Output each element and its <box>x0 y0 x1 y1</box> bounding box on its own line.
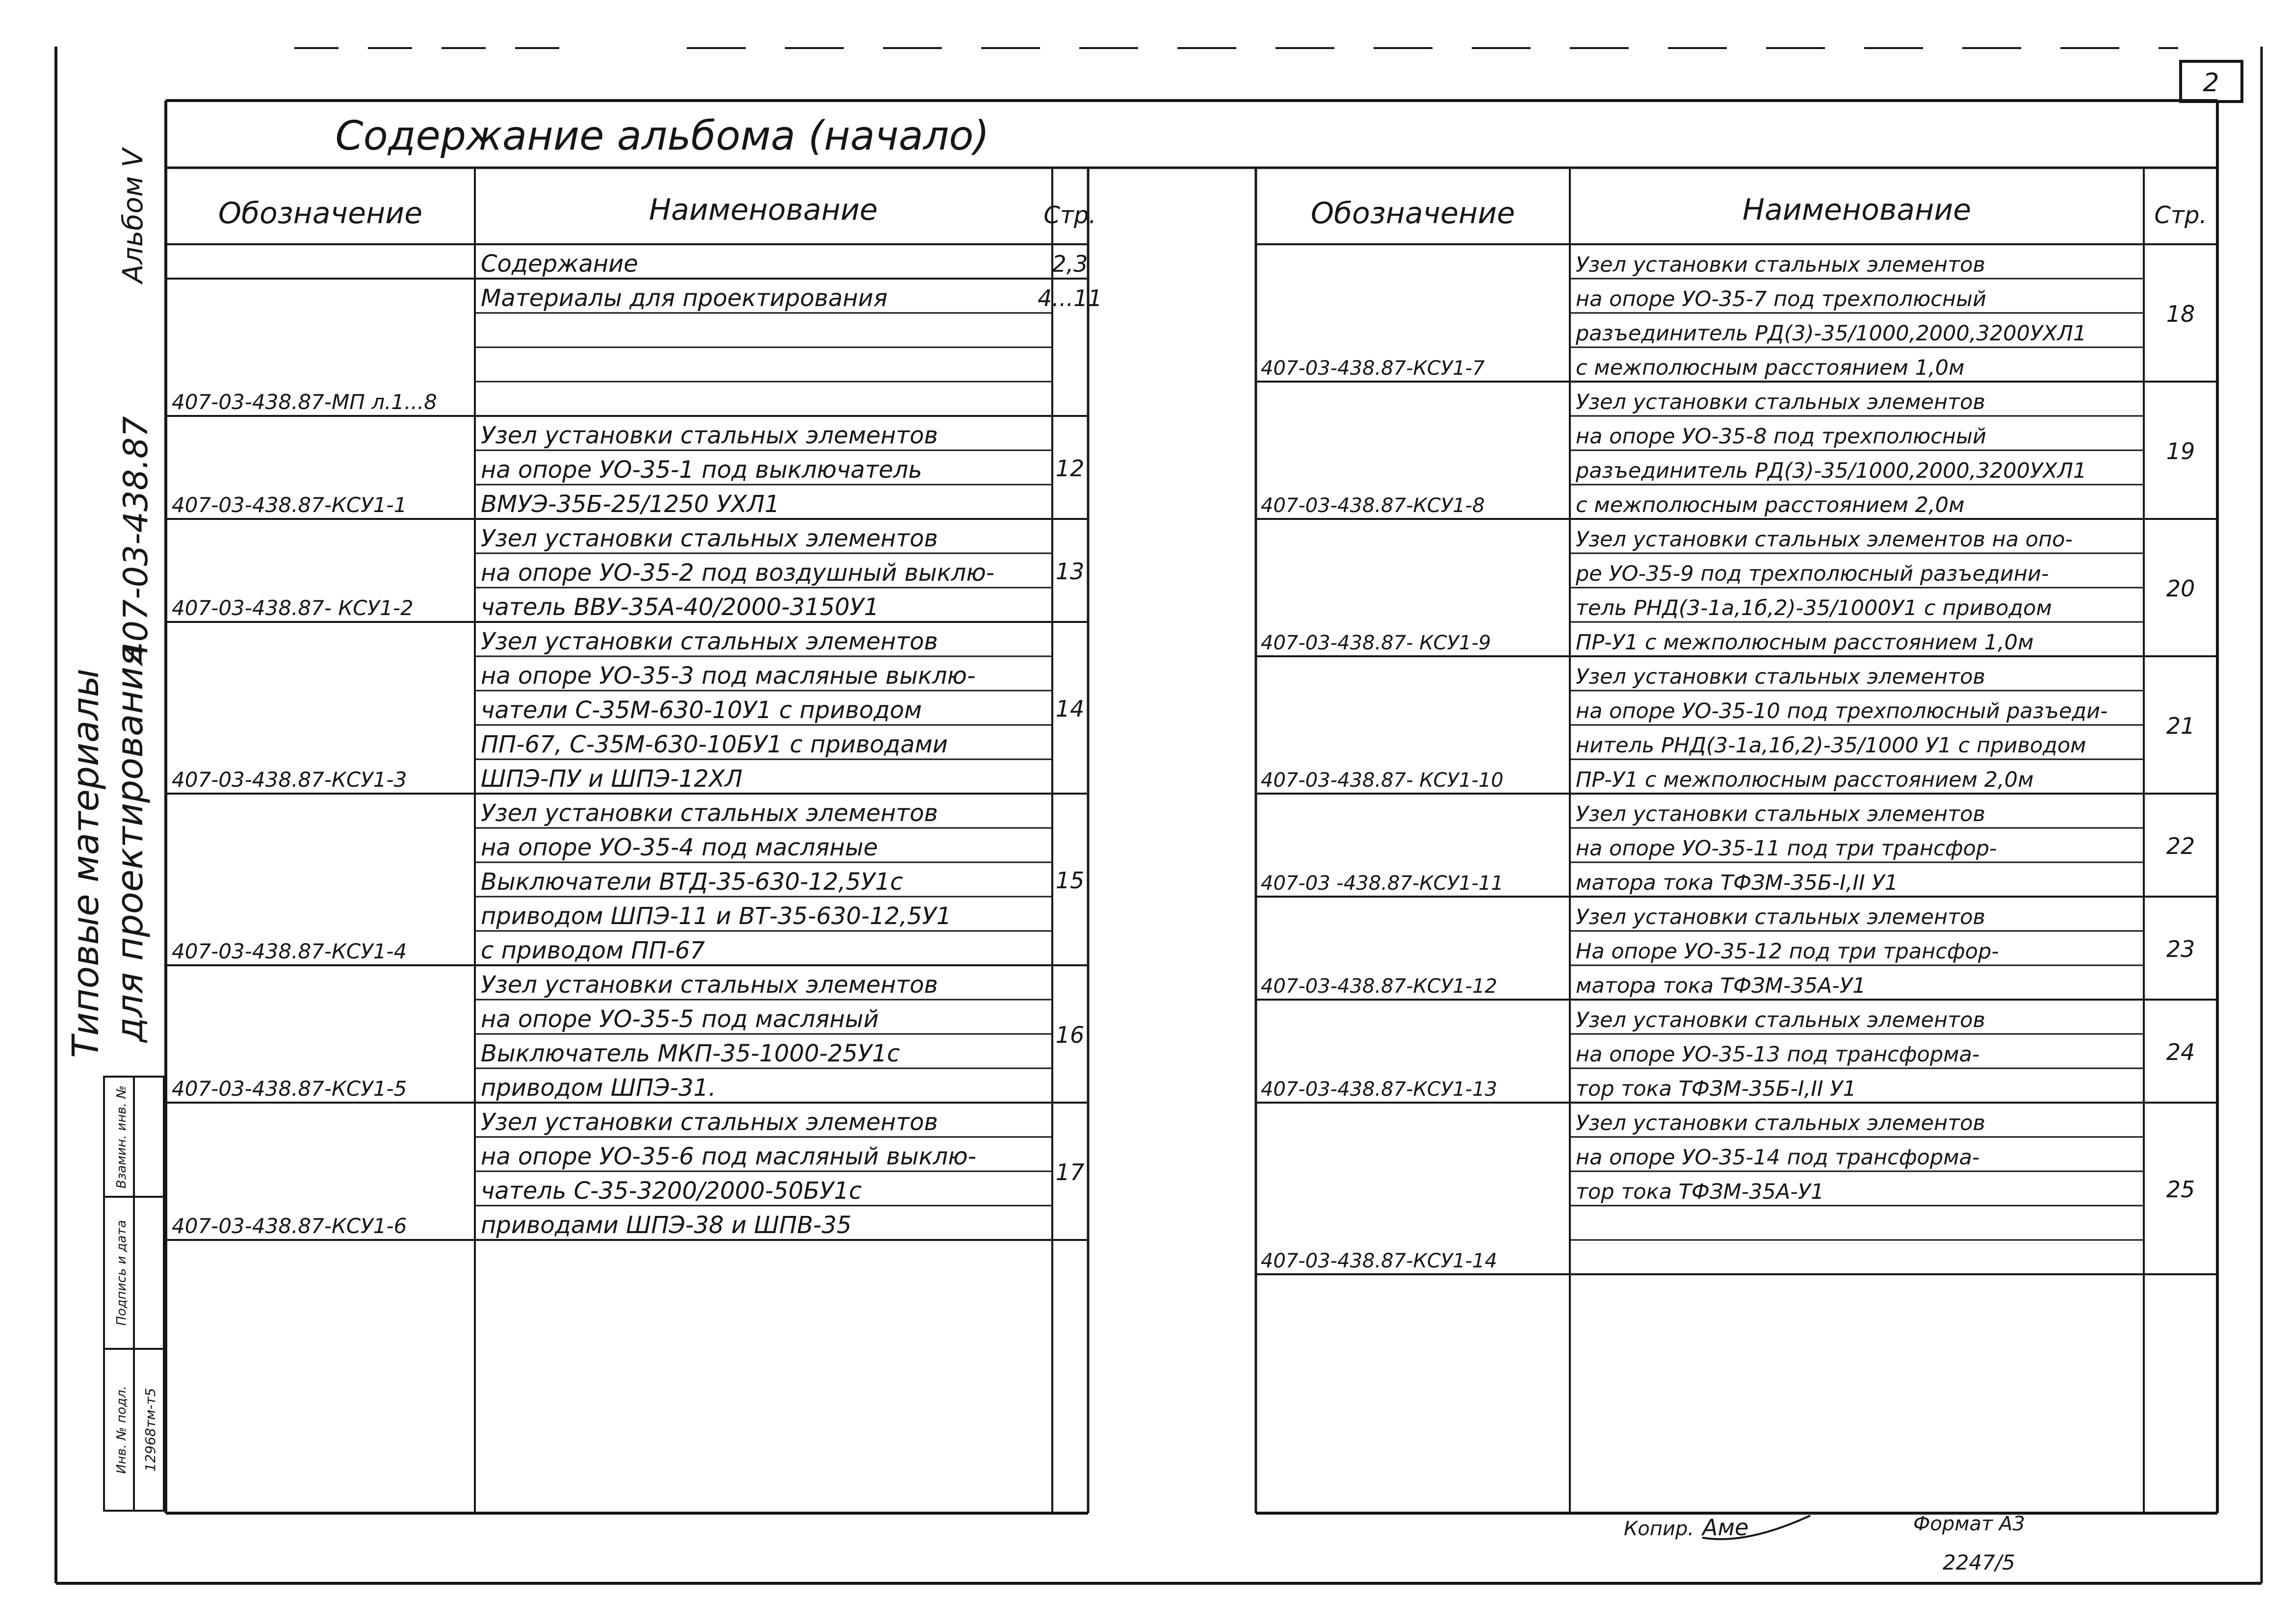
item-name-line: ПП-67, С-35М-630-10БУ1 с приводами <box>481 731 948 758</box>
item-name-line: с межполюсным расстоянием 1,0м <box>1576 356 1965 380</box>
item-page: 22 <box>2166 833 2195 859</box>
item-name-line: Узел установки стальных элементов <box>481 628 938 655</box>
series-title-line-2: для проектирования <box>109 644 151 1043</box>
item-page: 21 <box>2166 713 2195 739</box>
item-name-line: На опоре УО-35-12 под три трансфор- <box>1576 939 1999 964</box>
contents-table-left <box>166 168 1102 1513</box>
left-table-row <box>166 799 1088 965</box>
item-name-line: на опоре УО-35-1 под выключатель <box>481 456 922 484</box>
right-table-row <box>1256 253 2217 382</box>
item-name-line: на опоре УО-35-10 под трехполюсный разъеди- <box>1576 699 2108 723</box>
item-page: 14 <box>1055 696 1085 722</box>
item-page: 4...11 <box>1038 285 1102 311</box>
item-page: 13 <box>1055 558 1085 585</box>
album-label: Альбом V <box>117 148 149 284</box>
item-page: 25 <box>2166 1176 2195 1203</box>
right-table-row <box>1256 390 2217 519</box>
item-name-line: Узел установки стальных элементов <box>1576 665 1985 689</box>
item-name-line: на опоре УО-35-3 под масляные выклю- <box>481 662 976 690</box>
left-table-row <box>166 422 1088 519</box>
left-header-page: Стр. <box>1043 202 1096 229</box>
item-page: 2,3 <box>1052 251 1088 277</box>
item-name-line: тель РНД(3-1а,1б,2)-35/1000У1 с приводом <box>1576 596 2052 620</box>
item-name-line: приводом ШПЭ-31. <box>481 1074 716 1102</box>
item-designation: 407-03-438.87-КСУ1-4 <box>172 939 407 963</box>
contents-table-right <box>1256 168 2217 1513</box>
item-name-line: Материалы для проектирования <box>481 284 888 312</box>
item-page: 24 <box>2166 1039 2195 1065</box>
series-title-line-1: Типовые материалы <box>65 669 107 1058</box>
item-designation: 407-03-438.87-МП л.1...8 <box>172 390 437 414</box>
item-designation: 407-03-438.87-КСУ1-13 <box>1261 1078 1497 1101</box>
item-name-line: чатель С-35-3200/2000-50БУ1с <box>481 1177 862 1205</box>
item-name-line: с приводом ПП-67 <box>481 937 705 964</box>
item-name-line: Узел установки стальных элементов <box>1576 1008 1985 1032</box>
item-page: 20 <box>2166 575 2195 602</box>
item-name-line: матора тока ТФЗМ-35А-У1 <box>1576 974 1866 998</box>
right-table-row <box>1256 802 2217 897</box>
item-name-line: Узел установки стальных элементов <box>481 799 938 827</box>
item-page: 18 <box>2166 301 2195 327</box>
item-designation: 407-03-438.87-КСУ1-14 <box>1261 1250 1497 1272</box>
right-header-designation: Обозначение <box>1310 196 1515 231</box>
archive-number: 2247/5 <box>1943 1550 2015 1574</box>
item-name-line: Узел установки стальных элементов <box>481 422 938 449</box>
left-table-row <box>166 628 1088 794</box>
item-name-line: Выключатель МКП-35-1000-25У1с <box>481 1040 900 1067</box>
right-table-row <box>1256 527 2217 656</box>
item-designation: 407-03-438.87- КСУ1-9 <box>1261 632 1491 654</box>
left-header-name: Наименование <box>649 193 878 227</box>
format-label: Формат А3 <box>1913 1513 2025 1535</box>
item-designation: 407-03-438.87-КСУ1-1 <box>172 493 407 517</box>
right-table-row <box>1256 1111 2217 1274</box>
item-designation: 407-03-438.87-КСУ1-5 <box>172 1077 407 1101</box>
item-name-line: на опоре УО-35-14 под трансформа- <box>1576 1145 1980 1170</box>
item-name-line: приводами ШПЭ-38 и ШПВ-35 <box>481 1212 852 1239</box>
checked-label: Копир. <box>1624 1518 1694 1540</box>
item-name-line: на опоре УО-35-5 под масляный <box>481 1005 879 1033</box>
item-name-line: Выключатели ВТД-35-630-12,5У1с <box>481 868 903 896</box>
item-designation: 407-03 -438.87-КСУ1-11 <box>1261 872 1504 895</box>
item-page: 23 <box>2166 936 2195 962</box>
item-name-line: на опоре УО-35-7 под трехполюсный <box>1576 287 1986 311</box>
stamp-label-replacement: Взамин. инв. № <box>114 1085 129 1189</box>
item-designation: 407-03-438.87- КСУ1-2 <box>172 596 414 620</box>
item-name-line: ре УО-35-9 под трехполюсный разъедини- <box>1576 562 2049 586</box>
item-name-line: на опоре УО-35-4 под масляные <box>481 834 878 861</box>
item-name-line: Узел установки стальных элементов <box>1576 905 1985 929</box>
item-name-line: на опоре УО-35-13 под трансформа- <box>1576 1042 1980 1067</box>
stamp-label-signature: Подпись и дата <box>114 1220 129 1326</box>
item-name-line: на опоре УО-35-6 под масляный выклю- <box>481 1143 977 1170</box>
right-table-row <box>1256 1008 2217 1103</box>
item-name-line: на опоре УО-35-11 под три трансфор- <box>1576 836 1997 861</box>
left-table-row <box>166 284 1102 416</box>
item-name-line: тор тока ТФЗМ-35А-У1 <box>1576 1180 1824 1204</box>
right-header-page: Стр. <box>2154 202 2207 229</box>
right-table-row <box>1256 665 2217 794</box>
item-name-line: нитель РНД(3-1а,1б,2)-35/1000 У1 с приводом <box>1576 733 2086 758</box>
item-page: 12 <box>1055 455 1085 482</box>
item-name-line: ПР-У1 с межполюсным расстоянием 2,0м <box>1576 768 2034 792</box>
item-name-line: чатели С-35М-630-10У1 с приводом <box>481 696 922 724</box>
item-designation: 407-03-438.87-КСУ1-8 <box>1261 494 1485 517</box>
item-name-line: ВМУЭ-35Б-25/1250 УХЛ1 <box>481 490 780 518</box>
item-name-line: матора тока ТФЗМ-35Б-I,II У1 <box>1576 871 1898 895</box>
right-rows <box>1256 253 2217 1274</box>
left-rows <box>166 250 1102 1240</box>
item-name-line: на опоре УО-35-8 под трехполюсный <box>1576 424 1986 449</box>
left-table-row <box>166 971 1088 1103</box>
item-name-line: разъединитель РД(3)-35/1000,2000,3200УХЛ1 <box>1576 459 2087 483</box>
item-name-line: приводом ШПЭ-11 и ВТ-35-630-12,5У1 <box>481 902 952 930</box>
item-page: 16 <box>1055 1022 1085 1048</box>
right-header-name: Наименование <box>1742 193 1972 227</box>
left-table-row <box>166 525 1088 622</box>
item-name-line: Содержание <box>481 250 638 278</box>
item-name-line: Узел установки стальных элементов <box>481 1108 938 1136</box>
page-number: 2 <box>2203 68 2219 98</box>
item-name-line: тор тока ТФЗМ-35Б-I,II У1 <box>1576 1077 1856 1101</box>
item-name-line: Узел установки стальных элементов <box>1576 390 1985 414</box>
item-name-line: чатель ВВУ-35А-40/2000-3150У1 <box>481 593 879 621</box>
item-designation: 407-03-438.87-КСУ1-6 <box>172 1214 407 1238</box>
item-name-line: на опоре УО-35-2 под воздушный выклю- <box>481 559 995 587</box>
stamp-label-inventory: Инв. № подл. <box>114 1386 129 1474</box>
left-header-designation: Обозначение <box>218 196 423 231</box>
left-table-row <box>166 1108 1088 1240</box>
checked-signature: Аме <box>1702 1514 1749 1541</box>
item-designation: 407-03-438.87-КСУ1-3 <box>172 768 407 792</box>
item-name-line: с межполюсным расстоянием 2,0м <box>1576 493 1965 517</box>
item-name-line: Узел установки стальных элементов <box>1576 1111 1985 1135</box>
item-page: 15 <box>1055 867 1085 894</box>
item-name-line: разъединитель РД(3)-35/1000,2000,3200УХЛ1 <box>1576 321 2087 346</box>
table-title: Содержание альбома (начало) <box>335 113 989 159</box>
item-designation: 407-03-438.87-КСУ1-12 <box>1261 975 1497 998</box>
stamp-inventory-number: 12968тм-т5 <box>142 1388 158 1472</box>
item-name-line: ПР-У1 с межполюсным расстоянием 1,0м <box>1576 630 2034 655</box>
item-page: 19 <box>2166 438 2195 464</box>
item-page: 17 <box>1055 1159 1085 1186</box>
item-name-line: Узел установки стальных элементов на опо- <box>1576 527 2073 552</box>
right-table-row <box>1256 905 2217 1000</box>
item-name-line: Узел установки стальных элементов <box>481 525 938 552</box>
item-designation: 407-03-438.87- КСУ1-10 <box>1261 769 1504 792</box>
left-table-row <box>166 250 1088 279</box>
item-name-line: Узел установки стальных элементов <box>1576 802 1985 826</box>
item-name-line: ШПЭ-ПУ и ШПЭ-12ХЛ <box>481 765 743 793</box>
item-name-line: Узел установки стальных элементов <box>1576 253 1985 277</box>
item-name-line: Узел установки стальных элементов <box>481 971 938 999</box>
series-code-vertical: 407-03-438.87 <box>117 416 156 663</box>
item-designation: 407-03-438.87-КСУ1-7 <box>1261 357 1485 380</box>
